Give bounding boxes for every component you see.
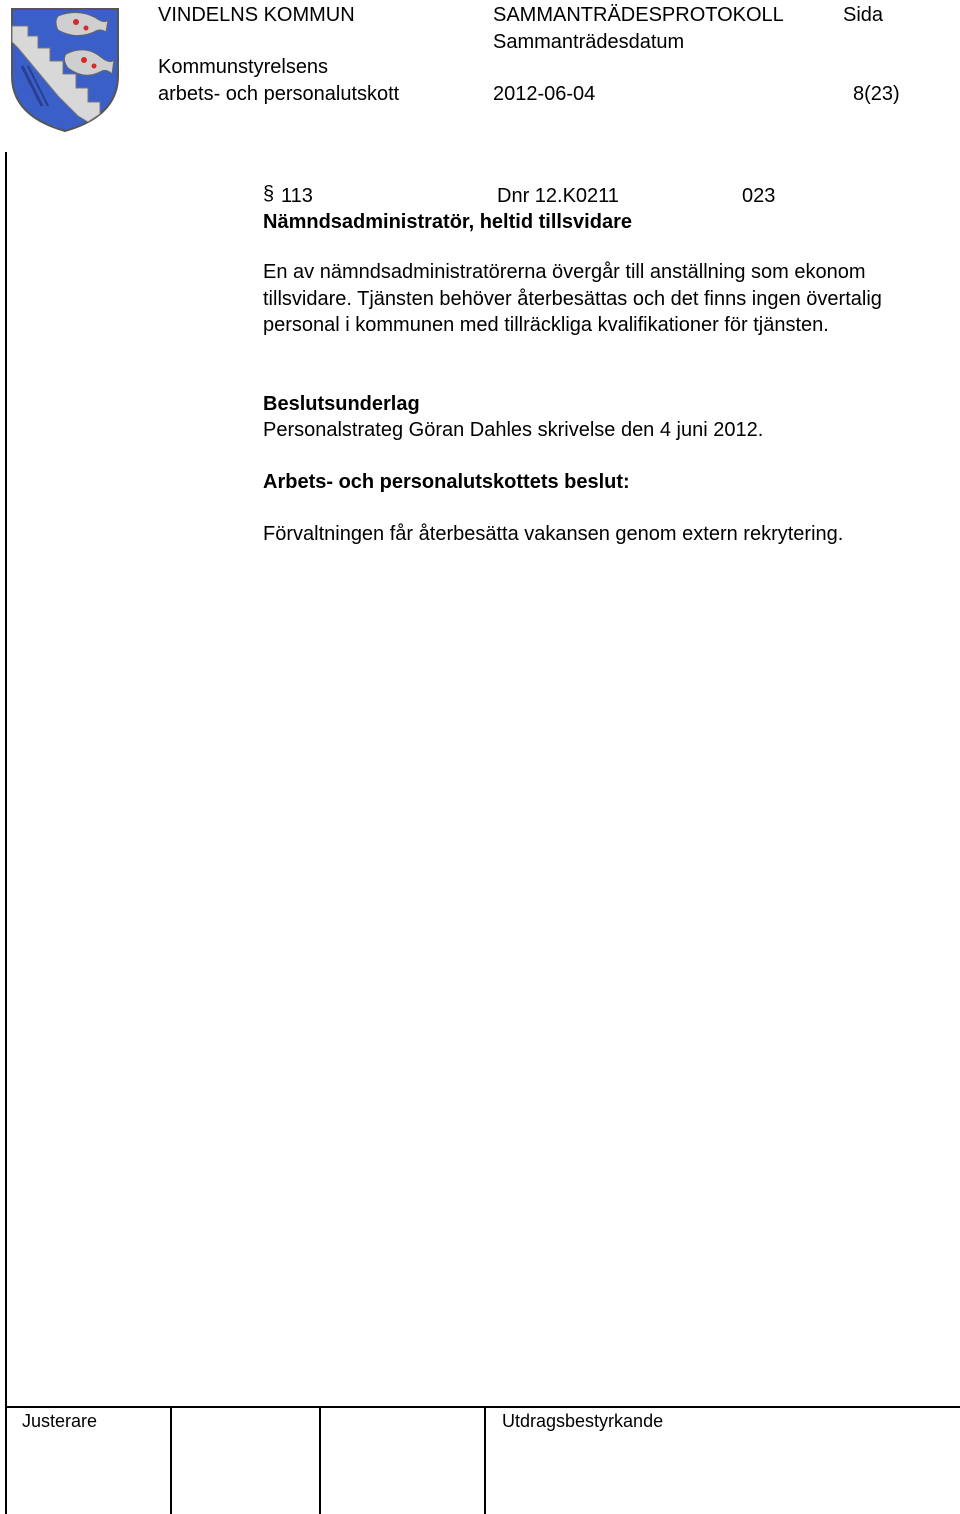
date-label: Sammanträdesdatum [493,31,685,53]
section-sign: § [263,183,275,205]
page-label: Sida [843,4,884,26]
municipality-name: VINDELNS KOMMUN [158,4,355,26]
document-type: SAMMANTRÄDESPROTOKOLL [493,4,784,26]
basis-text: Personalstrateg Göran Dahles skrivelse den 4 juni 2012. [263,419,764,441]
footer-rule [5,1406,960,1408]
committee-line1: Kommunstyrelsens [158,56,329,78]
decision-heading: Arbets- och personalutskottets beslut: [263,471,630,493]
footer-divider [319,1406,321,1514]
item-number: 113 [281,185,313,207]
utdragsbestyrkande-label: Utdragsbestyrkande [502,1411,664,1431]
vindeln-coat-of-arms-icon [8,6,122,134]
item-title: Nämndsadministratör, heltid tillsvidare [263,211,632,233]
margin-rule [5,152,7,1514]
item-code: 023 [742,185,776,207]
diary-number: Dnr 12.K0211 [497,185,619,207]
page-number: 8(23) [853,83,900,105]
footer-divider [170,1406,172,1514]
justerare-label: Justerare [22,1411,98,1431]
meeting-date: 2012-06-04 [493,83,596,105]
item-description: En av nämndsadministratörerna övergår till anställning som ekonom tillsvidare. Tjänsten behöver återbesättas och det finns ingen övertalig personal i kommunen med tillräckliga kvalifikationer för tjänsten. [263,261,882,337]
decision-text: Förvaltningen får återbesätta vakansen genom extern rekrytering. [263,523,844,545]
basis-heading: Beslutsunderlag [263,393,420,415]
footer-divider [484,1406,486,1514]
committee-line2: arbets- och personalutskott [158,83,400,105]
